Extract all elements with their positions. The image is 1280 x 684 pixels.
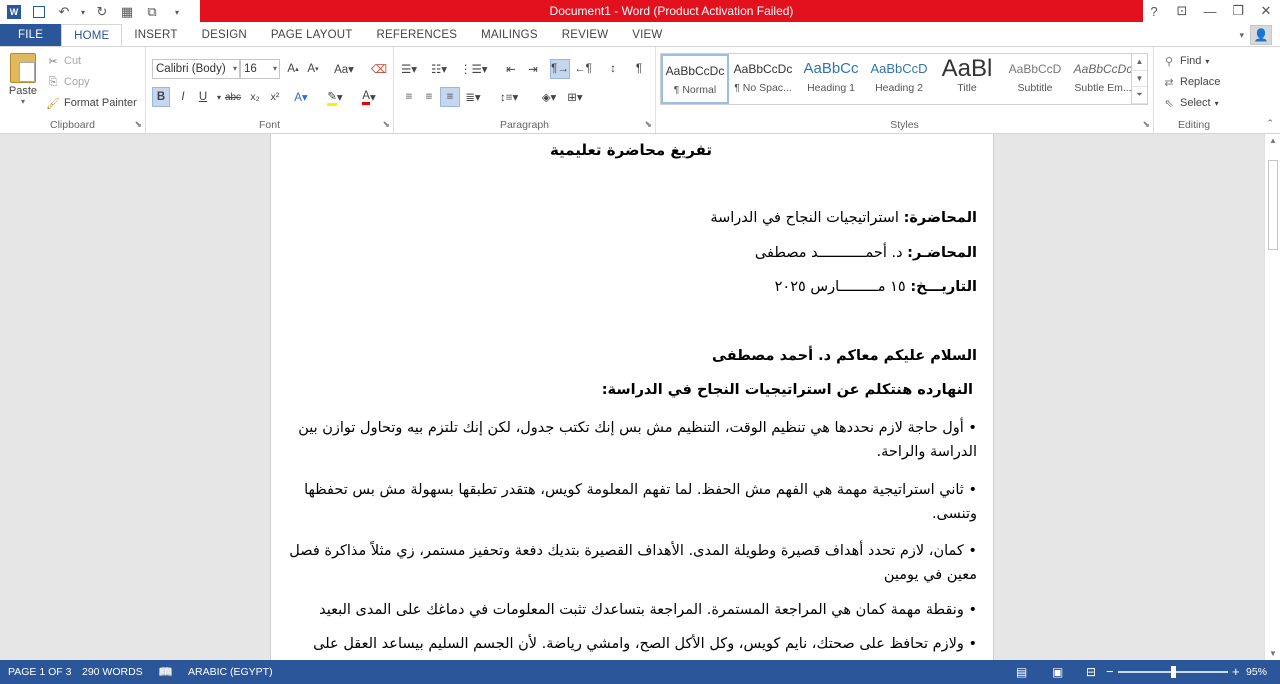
ribbon <box>0 46 1280 134</box>
ribbon-display-options-icon[interactable]: ⊡ <box>1176 3 1188 18</box>
superscript-button[interactable]: x² <box>270 91 280 103</box>
paste-dropdown-icon[interactable]: ▾ <box>20 97 25 106</box>
save-icon[interactable] <box>28 1 50 23</box>
tab-page-layout[interactable]: PAGE LAYOUT <box>270 29 353 41</box>
ribbon-tabs <box>0 24 1280 46</box>
lecturer-label: المحاضـر: <box>907 245 977 261</box>
format-painter-label: Format Painter <box>64 97 137 109</box>
print-layout-icon[interactable]: ▣ <box>1052 665 1064 679</box>
underline-dropdown-icon[interactable]: ▾ <box>216 92 221 102</box>
find-label: Find <box>1180 55 1202 67</box>
font-launcher-icon[interactable]: ⬊ <box>382 119 390 129</box>
paragraph-group <box>394 47 656 133</box>
show-formatting-icon[interactable]: ¶ <box>635 63 643 75</box>
help-button[interactable]: ? <box>1150 3 1158 19</box>
multilevel-list-icon[interactable]: ⋮☰▾ <box>460 64 488 76</box>
status-bar <box>0 660 1280 684</box>
minimize-icon[interactable]: — <box>1203 3 1217 19</box>
restore-icon[interactable]: ❐ <box>1232 3 1244 18</box>
scroll-up-icon[interactable]: ▲ <box>1132 54 1147 71</box>
bullet-item: • ونقطة مهمة كمان هي المراجعة المستمرة. المراجعة بتساعدك تثبت المعلومات في دماغك على المدى البعيد <box>319 602 977 618</box>
ltr-direction-icon[interactable]: ¶→ <box>550 59 570 79</box>
font-size-combo[interactable] <box>240 59 280 79</box>
proofing-icon[interactable]: 📖 <box>158 665 173 679</box>
borders-icon[interactable]: ⊞▾ <box>567 92 583 104</box>
user-area <box>1239 24 1272 46</box>
lecturer-line <box>287 241 977 265</box>
chevron-down-icon: ▾ <box>232 64 237 73</box>
close-icon[interactable]: ✕ <box>1260 3 1272 18</box>
language-indicator[interactable]: ARABIC (EGYPT) <box>188 666 273 678</box>
chevron-down-icon: ▾ <box>272 64 277 73</box>
style-subtitle[interactable] <box>1001 54 1069 104</box>
style-name: Heading 1 <box>807 82 855 94</box>
copy-button[interactable] <box>46 73 90 91</box>
customize-qat-icon[interactable]: ▾ <box>174 7 179 17</box>
zoom-in-button[interactable]: + <box>1232 664 1240 679</box>
greeting-line: السلام عليكم معاكم د. أحمد مصطفى <box>712 348 977 364</box>
styles-group-label: Styles <box>890 119 919 131</box>
font-group-label: Font <box>258 119 280 131</box>
clipboard-launcher-icon[interactable]: ⬊ <box>134 119 142 129</box>
find-button[interactable] <box>1162 52 1209 70</box>
editing-group-label: Editing <box>1177 119 1211 131</box>
style-preview: AaBbCcDc <box>733 62 793 76</box>
font-family-combo[interactable] <box>152 59 240 79</box>
chevron-down-icon: ▾ <box>1205 56 1210 66</box>
subscript-button[interactable]: x₂ <box>250 91 260 103</box>
avatar[interactable]: 👤 <box>1250 25 1272 45</box>
style-heading-1[interactable] <box>797 54 865 104</box>
strikethrough-button[interactable]: abc <box>224 91 242 103</box>
style-preview: AaBbCcD <box>870 61 928 76</box>
paragraph-group-label: Paragraph <box>499 119 550 131</box>
bullet-item: • كمان، لازم تحدد أهداف قصيرة وطويلة المدى. الأهداف القصيرة بتديك دفعة وتحفيز مستمر، زي مثلاً مذاكرة فصل معين في يومين <box>289 543 977 583</box>
lecture-label: المحاضرة: <box>903 210 977 226</box>
intro-line: النهارده هنتكلم عن استراتيجيات النجاح في الدراسة: <box>601 382 973 398</box>
window-title: Document1 - Word (Product Activation Failed) <box>200 0 1143 22</box>
rtl-direction-icon[interactable]: ←¶ <box>574 63 592 75</box>
style-normal[interactable] <box>661 54 729 104</box>
bullet-item: • ولازم تحافظ على صحتك، نايم كويس، وكل الأكل الصح، وامشي رياضة. لأن الجسم السليم بيساعد العقل على <box>313 636 977 652</box>
style-heading-2[interactable] <box>865 54 933 104</box>
lecture-value: استراتيجيات النجاح في الدراسة <box>710 210 904 226</box>
shrink-font-icon[interactable]: A ▾ <box>307 63 319 75</box>
tab-file[interactable]: FILE <box>0 24 61 46</box>
font-family-value: Calibri (Body) <box>156 63 226 75</box>
tab-home[interactable]: HOME <box>61 24 122 46</box>
style-name: Heading 2 <box>875 82 923 94</box>
window-controls <box>1140 0 1280 24</box>
align-center-icon[interactable]: ≡ <box>425 91 433 103</box>
table-icon[interactable]: ▦ <box>120 4 134 19</box>
paragraph-launcher-icon[interactable]: ⬊ <box>644 119 652 129</box>
editing-group <box>1154 47 1234 133</box>
bold-label: B <box>156 91 166 103</box>
styles-launcher-icon[interactable]: ⬊ <box>1142 119 1150 129</box>
style-preview: AaBbCc <box>803 60 859 77</box>
tab-review[interactable]: REVIEW <box>561 29 609 41</box>
line-spacing-icon[interactable]: ↕≡▾ <box>500 92 519 104</box>
clipboard-icon <box>10 53 36 83</box>
vertical-scrollbar[interactable] <box>1264 134 1280 660</box>
cursor-icon: ⇖ <box>1164 97 1174 110</box>
style-title[interactable] <box>933 54 1001 104</box>
zoom-level[interactable]: 95% <box>1246 666 1268 678</box>
tab-mailings[interactable]: MAILINGS <box>481 29 538 41</box>
bullet-item: • ثاني استراتيجية مهمة هي الفهم مش الحفظ. لما تفهم المعلومة كويس، هتقدر تطبقها بسهولة مش بس تحفظها وتنسى. <box>304 482 977 522</box>
style-preview: AaBbCcDc <box>665 64 725 78</box>
font-color-icon[interactable]: A ▾ <box>362 89 376 104</box>
web-layout-icon[interactable]: ⊟ <box>1086 665 1097 679</box>
align-left-icon[interactable]: ≡ <box>405 91 413 103</box>
word-logo-icon[interactable]: W <box>3 1 25 23</box>
binoculars-icon: ⚲ <box>1164 55 1174 68</box>
format-painter-button[interactable] <box>46 94 137 112</box>
underline-button[interactable]: U <box>198 91 208 103</box>
style-name: ¶ Normal <box>673 84 717 96</box>
lecture-line <box>287 206 977 230</box>
zoom-slider-thumb[interactable] <box>1171 666 1176 678</box>
italic-button[interactable]: I <box>181 91 185 103</box>
copy-icon: ⎘ <box>48 75 58 88</box>
paste-label: Paste <box>8 85 38 97</box>
word-count[interactable]: 290 WORDS <box>82 666 143 678</box>
quick-access-toolbar <box>0 0 188 24</box>
clear-formatting-icon[interactable]: ⌫ <box>370 64 388 76</box>
style-preview: AaBbCcDc <box>1073 62 1133 76</box>
scroll-down-icon[interactable]: ▼ <box>1132 71 1147 88</box>
undo-dropdown-icon[interactable]: ▾ <box>80 7 85 17</box>
style-preview: AaBl <box>941 55 993 82</box>
clipboard-group-label: Clipboard <box>50 119 95 131</box>
replace-icon: ⇄ <box>1164 76 1174 89</box>
cut-label: Cut <box>64 55 82 67</box>
font-size-value: 16 <box>244 63 257 75</box>
date-value: ١٥ مـــــــــارس ٢٠٢٥ <box>774 279 911 295</box>
scrollbar-thumb[interactable] <box>1268 160 1278 250</box>
tab-view[interactable]: VIEW <box>632 29 663 41</box>
replace-label: Replace <box>1180 76 1221 88</box>
numbering-icon[interactable]: ☷▾ <box>430 64 448 76</box>
sort-icon[interactable]: ↕ <box>610 63 616 75</box>
style-name: Subtitle <box>1017 82 1053 94</box>
styles-gallery-scroll <box>1131 54 1147 104</box>
document-area <box>0 134 1264 660</box>
tab-references[interactable]: REFERENCES <box>376 29 458 41</box>
redo-icon[interactable]: ↻ <box>96 4 108 19</box>
format-icon[interactable]: ⧉ <box>147 4 157 19</box>
highlight-icon[interactable]: ✎ ▾ <box>327 90 343 104</box>
account-dropdown-icon[interactable]: ▾ <box>1239 29 1244 40</box>
change-case-icon[interactable]: Aa▾ <box>334 64 354 76</box>
date-label: التاريـــخ: <box>910 279 977 295</box>
align-right-icon[interactable]: ≡ <box>440 87 460 107</box>
style-name: Subtle Em... <box>1074 82 1132 94</box>
style-preview: AaBbCcD <box>1008 62 1062 76</box>
date-line <box>287 275 977 299</box>
justify-icon[interactable]: ≣▾ <box>465 92 481 104</box>
read-mode-icon[interactable]: ▤ <box>1016 665 1028 679</box>
tab-design[interactable]: DESIGN <box>201 29 247 41</box>
page-count[interactable]: PAGE 1 OF 3 <box>8 666 72 678</box>
chevron-down-icon: ▾ <box>1214 98 1219 108</box>
lecturer-value: د. أحمـــــــــــد مصطفى <box>754 245 908 261</box>
more-styles-icon[interactable]: ⏷ <box>1132 87 1147 104</box>
document-title: تفريغ محاضرة تعليمية <box>549 141 713 159</box>
select-label: Select <box>1180 97 1211 109</box>
style-subtle-emphasis[interactable] <box>1069 54 1137 104</box>
increase-indent-icon[interactable]: ⇥ <box>528 64 538 76</box>
cut-button[interactable] <box>46 52 81 70</box>
text-effects-icon[interactable]: A▾ <box>294 92 308 104</box>
copy-label: Copy <box>64 76 90 88</box>
scissors-icon: ✂ <box>48 55 58 68</box>
style-name: ¶ No Spac... <box>734 82 792 94</box>
tab-insert[interactable]: INSERT <box>134 29 178 41</box>
styles-gallery <box>660 53 1148 105</box>
select-button[interactable] <box>1162 94 1219 112</box>
paste-button[interactable] <box>6 53 40 106</box>
bold-button[interactable] <box>152 87 170 107</box>
document-page[interactable] <box>270 134 994 660</box>
style-no-spacing[interactable] <box>729 54 797 104</box>
shading-icon[interactable]: ◈▾ <box>541 92 557 104</box>
brush-icon: 🖌 <box>46 97 60 110</box>
font-group <box>146 47 394 133</box>
title-bar <box>0 0 1280 24</box>
bullets-icon[interactable]: ☰▾ <box>400 64 418 76</box>
clipboard-group <box>0 47 146 133</box>
scroll-up-icon[interactable]: ▲ <box>1269 136 1277 145</box>
zoom-out-button[interactable]: − <box>1106 664 1114 679</box>
grow-font-icon[interactable]: A ▴ <box>287 63 299 75</box>
collapse-ribbon-icon[interactable]: ⌃ <box>1266 118 1274 128</box>
scroll-down-icon[interactable]: ▼ <box>1269 649 1277 658</box>
style-name: Title <box>957 82 977 94</box>
undo-icon[interactable]: ↶ <box>58 4 70 19</box>
bullet-item: • أول حاجة لازم نحددها هي تنظيم الوقت، التنظيم مش بس إنك تكتب جدول، لكن إنك تلتزم بيه وتحاول توازن بين الدراسة والراحة. <box>298 420 977 460</box>
replace-button[interactable] <box>1162 73 1220 91</box>
decrease-indent-icon[interactable]: ⇤ <box>506 64 516 76</box>
